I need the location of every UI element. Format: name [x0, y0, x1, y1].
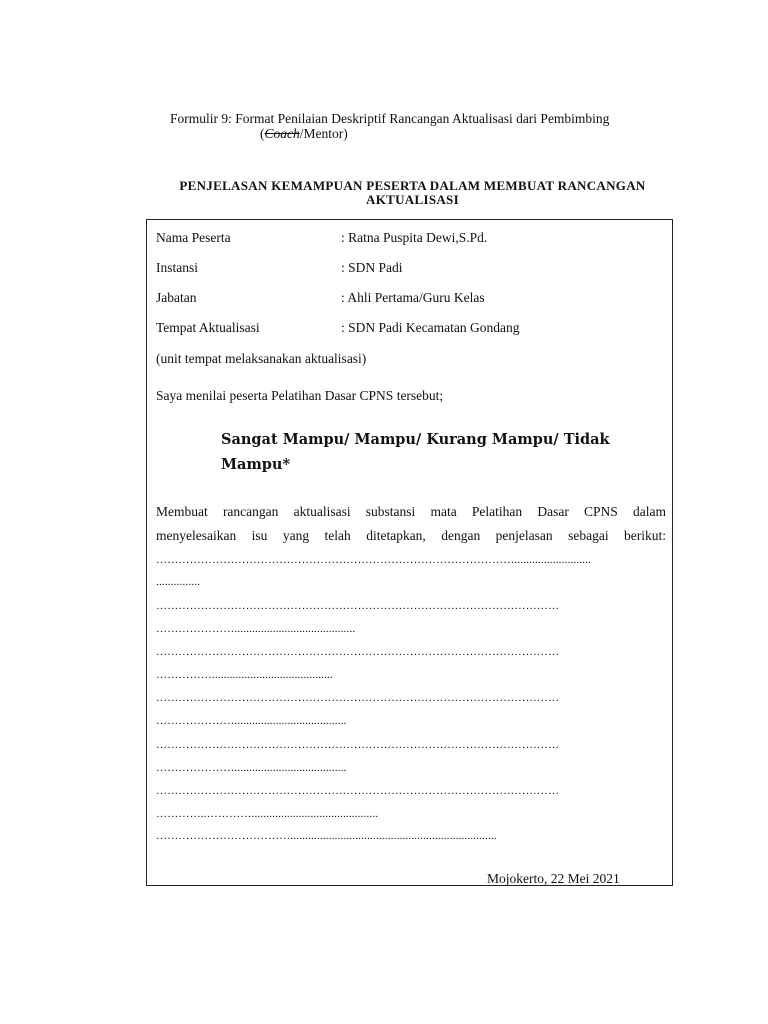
description-line2: menyelesaikan isu yang telah ditetapkan, dengan penjelasan sebagai berikut: [156, 528, 666, 543]
field-label-jabatan: Jabatan [156, 290, 197, 305]
form-header-subtitle [260, 126, 348, 142]
document-title-line2: AKTUALISASI [366, 192, 459, 207]
dotted-line-11: ……………………………………………………………………………………………… [156, 785, 560, 797]
signature-place-date: Mojokerto, 22 Mei 2021 [487, 871, 620, 886]
unit-note: (unit tempat melaksanakan aktualisasi) [156, 351, 367, 366]
header-struck-coach: Coach [264, 126, 300, 141]
document-title-line1: PENJELASAN KEMAMPUAN PESERTA DALAM MEMBUAT RANCANGAN [179, 178, 646, 193]
field-value-jabatan: : Ahli Pertama/Guru Kelas [341, 290, 485, 305]
description-line1: Membuat rancangan aktualisasi substansi mata Pelatihan Dasar CPNS dalam [156, 504, 666, 519]
dotted-line-2: ............... [156, 576, 201, 588]
dotted-line-9: ……………………………………………………………………………………………… [156, 739, 560, 751]
field-value-instansi: : SDN Padi [341, 260, 403, 275]
field-value-tempat-aktualisasi: : SDN Padi Kecamatan Gondang [341, 320, 520, 335]
dotted-line-8: …………………...................................... [156, 715, 347, 727]
header-mentor: /Mentor) [299, 126, 348, 141]
dotted-line-5: ……………………………………………………………………………………………… [156, 646, 560, 658]
field-label-nama-peserta: Nama Peserta [156, 230, 231, 245]
dotted-line-6: ……………......................................... [156, 669, 333, 681]
field-value-nama-peserta: : Ratna Puspita Dewi,S.Pd. [341, 230, 488, 245]
field-label-instansi: Instansi [156, 260, 198, 275]
dotted-line-7: ……………………………………………………………………………………………… [156, 692, 560, 704]
dotted-line-4: …………………......................................... [156, 623, 356, 635]
assessment-choices-line2: Mampu* [221, 456, 291, 473]
dotted-line-3: ……………………………………………………………………………………………… [156, 600, 560, 612]
form-header-title: Formulir 9: Format Penilaian Deskriptif Rancangan Aktualisasi dari Pembimbing [170, 111, 610, 126]
assessment-box [146, 219, 673, 886]
dotted-line-12: …………..…………........................................... [156, 808, 379, 820]
dotted-line-13: ………………………………...................................................................... [156, 830, 497, 842]
header-paren-open: ( [260, 126, 265, 141]
field-label-tempat-aktualisasi: Tempat Aktualisasi [156, 320, 260, 335]
assessment-choices-line1: Sangat Mampu/ Mampu/ Kurang Mampu/ Tidak [221, 431, 610, 448]
assessment-intro: Saya menilai peserta Pelatihan Dasar CPNS tersebut; [156, 388, 444, 403]
dotted-line-10: …………………...................................... [156, 762, 347, 774]
document-title [150, 179, 675, 207]
dotted-line-1: …………………………………………………………………………………….......................... [156, 554, 592, 566]
